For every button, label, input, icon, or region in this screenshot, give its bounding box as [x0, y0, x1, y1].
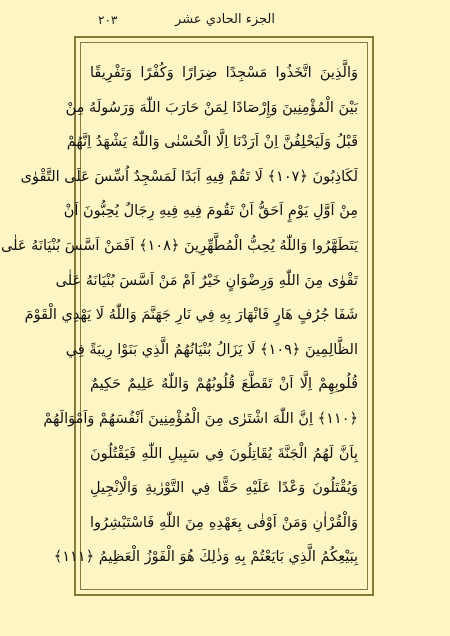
text-line: شَفَا جُرُفٍ هَارٍ فَانْهَارَ بِهِ فِي نَارِ جَهَنَّمَ وَاللّٰهُ لَا يَهْدِي الْقَوْمَ: [24, 307, 358, 324]
juz-title: الجزء الحادي عشر: [175, 12, 275, 27]
text-line: بَيْنَ الْمُؤْمِنِينَ وَإِرْصَادًا لِمَنْ حَارَبَ اللّٰهَ وَرَسُولَهُ مِنْ: [65, 99, 358, 116]
text-line: وَيُقْتَلُونَ وَعْدًا عَلَيْهِ حَقًّا فِي التَّوْرٰيةِ وَالْاِنْجِيلِ: [90, 480, 358, 497]
text-line: تَقْوٰى مِنَ اللّٰهِ وَرِضْوَانٍ خَيْرٌ اَمْ مَنْ اَسَّسَ بُنْيَانَهُ عَلٰى: [55, 272, 358, 289]
text-line: الظَّالِمِينَ ﴿١٠٩﴾ لَا يَزَالُ بُنْيَانُهُمُ الَّذِي بَنَوْا رِيبَةً فِي: [65, 341, 358, 358]
quran-text-block: [1, 56, 358, 576]
page-header: [0, 0, 450, 36]
text-line: يَتَطَهَّرُوا وَاللّٰهُ يُحِبُّ الْمُطَّهِّرِينَ ﴿١٠٨﴾ اَفَمَنْ اَسَّسَ بُنْيَانَهُ عَلٰى: [1, 237, 358, 254]
text-line: وَالَّذِينَ اتَّخَذُوا مَسْجِدًا ضِرَارًا وَكُفْرًا وَتَفْرِيقًا: [90, 65, 358, 81]
text-line: قَبْلُ وَلَيَحْلِفُنَّ اِنْ اَرَدْنَا اِلَّا الْحُسْنٰى وَاللّٰهُ يَشْهَدُ اِنَّهُمْ: [66, 134, 358, 151]
text-line: لَكَاذِبُونَ ﴿١٠٧﴾ لَا تَقُمْ فِيهِ اَبَدًا لَمَسْجِدٌ اُسِّسَ عَلَى التَّقْوٰى: [20, 168, 358, 185]
text-line: مِنْ اَوَّلِ يَوْمٍ اَحَقُّ اَنْ تَقُومَ فِيهِ فِيهِ رِجَالٌ يُحِبُّونَ اَنْ: [63, 203, 358, 220]
text-line: وَالْقُرْاٰنِ وَمَنْ اَوْفٰى بِعَهْدِهِ مِنَ اللّٰهِ فَاسْتَبْشِرُوا: [90, 514, 358, 531]
page-number: ٢٠٣: [98, 13, 118, 27]
text-line: قُلُوبِهِمْ اِلَّا اَنْ تَقَطَّعَ قُلُوبُهُمْ وَاللّٰهُ عَلِيمٌ حَكِيمٌ: [90, 376, 358, 393]
text-line: بِاَنَّ لَهُمُ الْجَنَّةَ يُقَاتِلُونَ فِي سَبِيلِ اللّٰهِ فَيَقْتُلُونَ: [90, 445, 358, 462]
text-line: بِبَيْعِكُمُ الَّذِي بَايَعْتُمْ بِهِ وَذٰلِكَ هُوَ الْفَوْزُ الْعَظِيمُ ﴿١١١﴾: [53, 549, 358, 566]
text-line: ﴿١١٠﴾ اِنَّ اللّٰهَ اشْتَرٰى مِنَ الْمُؤْمِنِينَ اَنْفُسَهُمْ وَاَمْوَالَهُمْ: [43, 410, 358, 427]
